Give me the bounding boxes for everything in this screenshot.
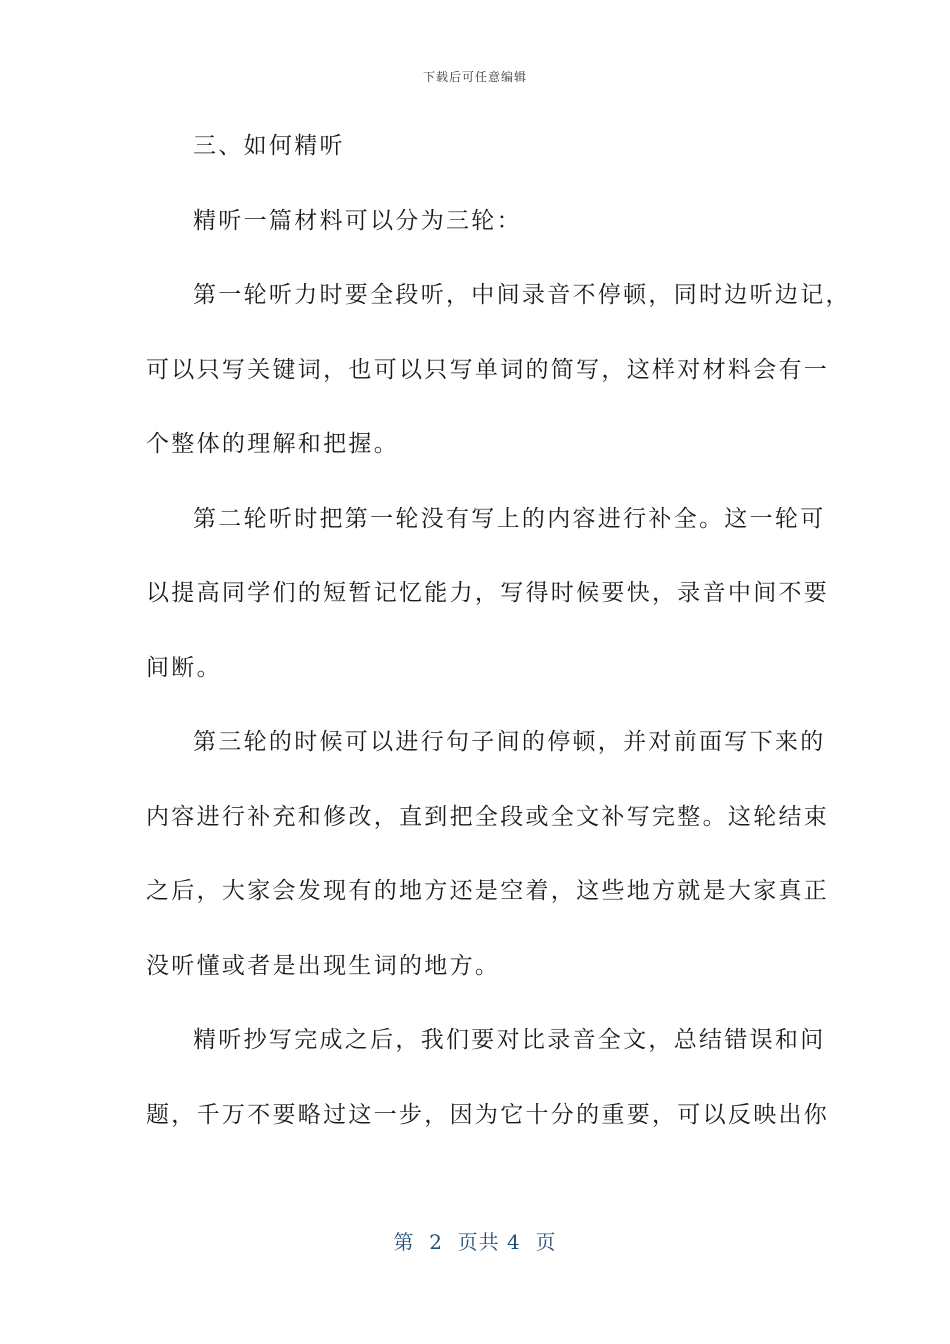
document-body	[146, 124, 851, 1167]
paragraph-line: 第三轮的时候可以进行句子间的停顿，并对前面写下来的	[193, 729, 826, 755]
paragraph-line: 间断。	[146, 654, 222, 681]
paragraph-line: 以提高同学们的短暂记忆能力，写得时候要快，录音中间不要	[146, 580, 830, 606]
paragraph-line: 之后，大家会发现有的地方还是空着，这些地方就是大家真正	[146, 878, 830, 904]
page-number: 第 2 页共 4 页	[393, 1230, 557, 1254]
paragraph-line: 题，千万不要略过这一步，因为它十分的重要，可以反映出你	[146, 1101, 830, 1128]
paragraph-line: 第二轮听时把第一轮没有写上的内容进行补全。这一轮可	[193, 505, 826, 532]
header-note: 下载后可任意编辑	[422, 70, 527, 84]
paragraph-line: 个整体的理解和把握。	[146, 431, 399, 457]
paragraph-line: 精听抄写完成之后，我们要对比录音全文，总结错误和问	[193, 1027, 826, 1053]
paragraph-line: 精听一篇材料可以分为三轮：	[193, 207, 522, 234]
paragraph-line: 第一轮听力时要全段听，中间录音不停顿，同时边听边记，	[193, 282, 851, 308]
paragraph-line: 可以只写关键词，也可以只写单词的简写，这样对材料会有一	[146, 356, 830, 383]
section-heading: 三、如何精听	[193, 133, 345, 159]
paragraph-line: 没听懂或者是出现生词的地方。	[146, 952, 501, 979]
paragraph-line: 内容进行补充和修改，直到把全段或全文补写完整。这轮结束	[146, 803, 830, 830]
